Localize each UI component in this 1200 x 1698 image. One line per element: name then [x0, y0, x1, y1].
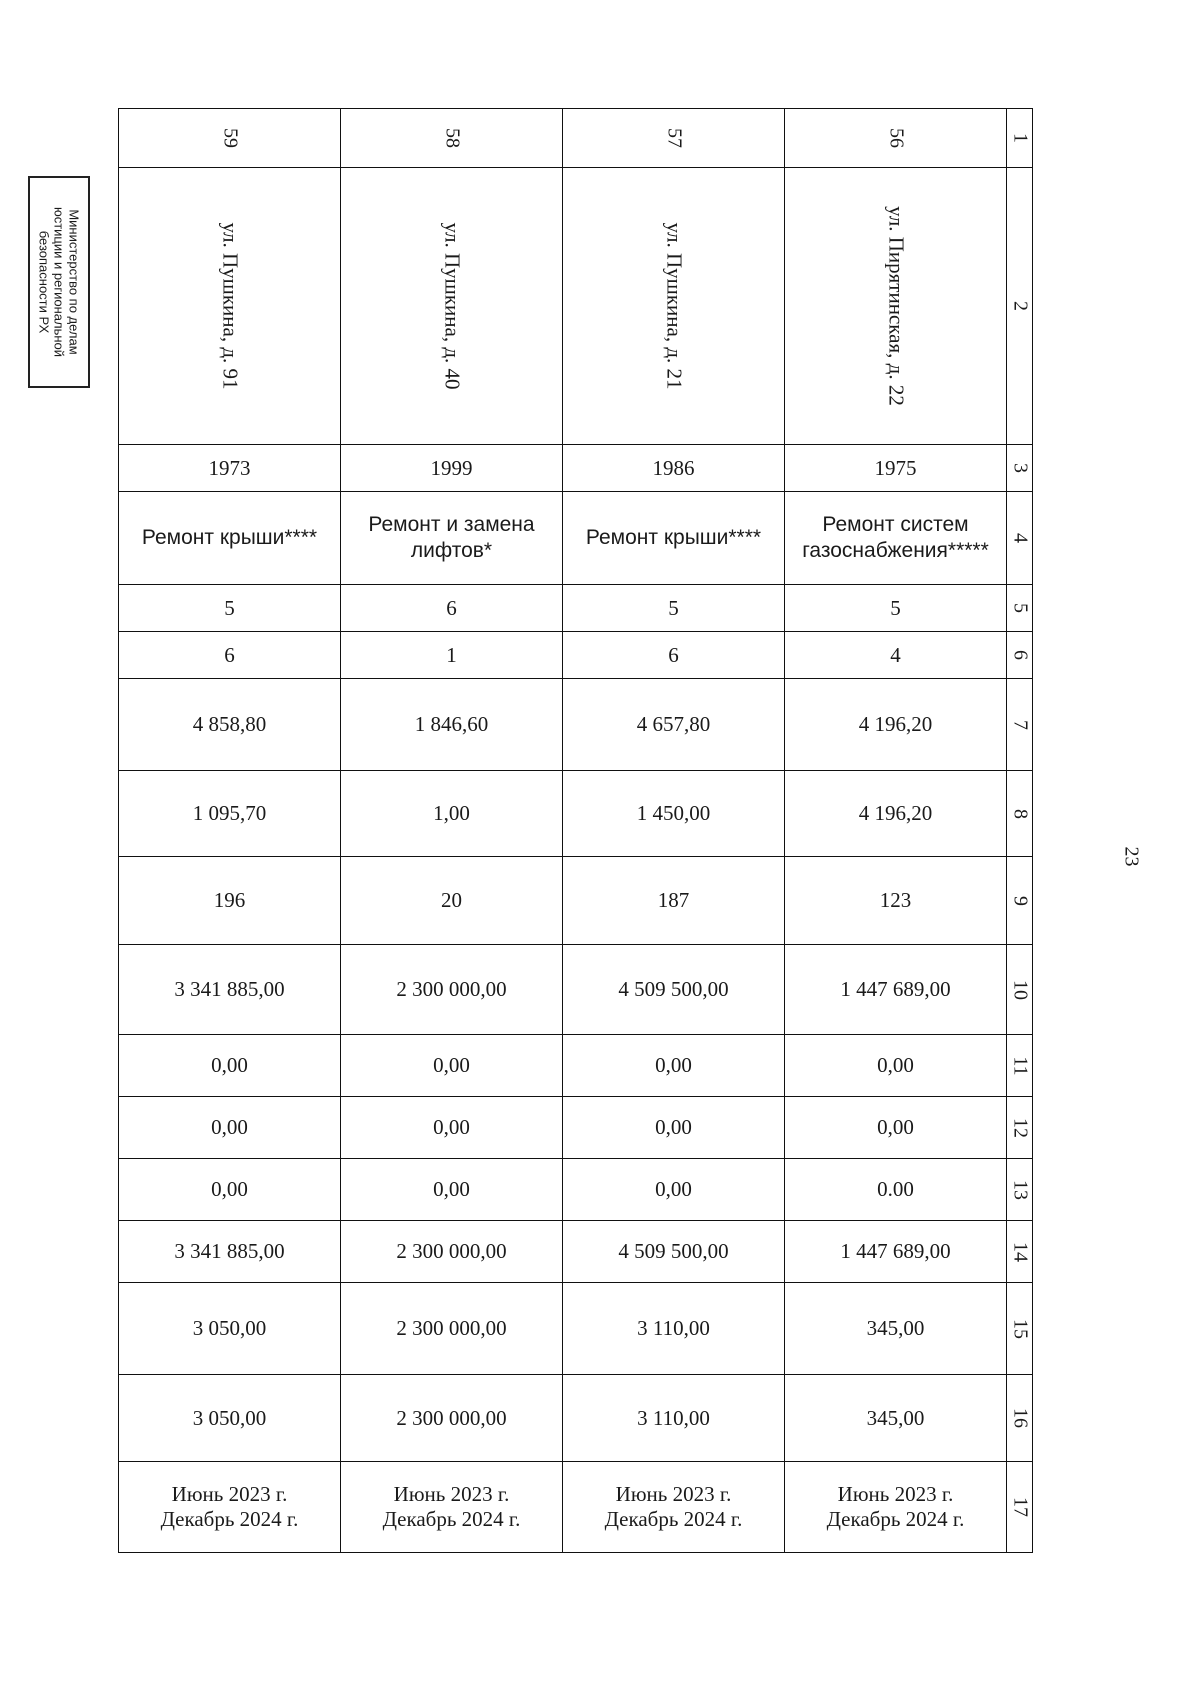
cell-c12: 0,00: [341, 1097, 563, 1159]
column-number: 3: [1007, 445, 1033, 492]
column-number: 8: [1007, 771, 1033, 857]
cell-total-area: 4 858,80: [119, 679, 341, 771]
column-number: 5: [1007, 585, 1033, 632]
cell-work-type: Ремонт крыши****: [119, 492, 341, 585]
period-end: Декабрь 2024 г.: [604, 1507, 743, 1531]
cell-entrances: 4: [785, 632, 1007, 679]
cell-residents: 20: [341, 857, 563, 945]
page-number: 23: [1120, 846, 1143, 867]
cell-year: 1975: [785, 445, 1007, 492]
cell-floors: 6: [341, 585, 563, 632]
cell-entrances: 6: [119, 632, 341, 679]
cell-c13: 0,00: [563, 1159, 785, 1221]
cell-year: 1986: [563, 445, 785, 492]
cell-floors: 5: [119, 585, 341, 632]
cell-period: [341, 1462, 563, 1553]
table-row-floors: [119, 585, 1033, 632]
table-row-c16: [119, 1375, 1033, 1462]
cell-c11: 0,00: [785, 1035, 1007, 1097]
cell-c16: 2 300 000,00: [341, 1375, 563, 1462]
stamp-text: [37, 184, 82, 380]
table-row-c12: [119, 1097, 1033, 1159]
cell-total-area: 4 196,20: [785, 679, 1007, 771]
cell-c13: 0,00: [341, 1159, 563, 1221]
table-row-c11: [119, 1035, 1033, 1097]
cell-c15: 345,00: [785, 1283, 1007, 1375]
cell-work-type: Ремонт крыши****: [563, 492, 785, 585]
cell-work-type: Ремонт и замена лифтов*: [341, 492, 563, 585]
cell-residents: 187: [563, 857, 785, 945]
period-start: Июнь 2023 г.: [615, 1482, 732, 1506]
table-row-work-type: [119, 492, 1033, 585]
table-row-area-2: [119, 771, 1033, 857]
cell-cost-total: 3 341 885,00: [119, 945, 341, 1035]
table-row-total-area: [119, 679, 1033, 771]
cell-id: 58: [341, 109, 563, 168]
table-row-year: [119, 445, 1033, 492]
cell-area-2: 1,00: [341, 771, 563, 857]
cell-c14: 1 447 689,00: [785, 1221, 1007, 1283]
stamp-line: юстиции и региональной: [51, 206, 67, 358]
cell-area-2: 1 095,70: [119, 771, 341, 857]
table-row-period: [119, 1462, 1033, 1553]
cell-area-2: 1 450,00: [563, 771, 785, 857]
column-number: 17: [1007, 1462, 1033, 1553]
cell-c12: 0,00: [119, 1097, 341, 1159]
cell-residents: 196: [119, 857, 341, 945]
table-row-cost-total: [119, 945, 1033, 1035]
cell-total-area: 4 657,80: [563, 679, 785, 771]
column-number: 15: [1007, 1283, 1033, 1375]
column-number: 12: [1007, 1097, 1033, 1159]
column-number: 16: [1007, 1375, 1033, 1462]
cell-c16: 3 050,00: [119, 1375, 341, 1462]
table-row-address: [119, 168, 1033, 445]
cell-area-2: 4 196,20: [785, 771, 1007, 857]
period-end: Декабрь 2024 г.: [382, 1507, 521, 1531]
table-row-id: [119, 109, 1033, 168]
cell-period: [119, 1462, 341, 1553]
column-number: 11: [1007, 1035, 1033, 1097]
cell-entrances: 6: [563, 632, 785, 679]
column-number: 2: [1007, 168, 1033, 445]
registration-stamp: [28, 176, 90, 388]
cell-period: [785, 1462, 1007, 1553]
cell-c15: 3 050,00: [119, 1283, 341, 1375]
cell-c13: 0,00: [119, 1159, 341, 1221]
table-row-entrances: [119, 632, 1033, 679]
column-number: 6: [1007, 632, 1033, 679]
table-row-c15: [119, 1283, 1033, 1375]
cell-period: [563, 1462, 785, 1553]
cell-c11: 0,00: [341, 1035, 563, 1097]
cell-c14: 2 300 000,00: [341, 1221, 563, 1283]
column-number: 4: [1007, 492, 1033, 585]
cell-residents: 123: [785, 857, 1007, 945]
cell-year: 1999: [341, 445, 563, 492]
cell-c16: 3 110,00: [563, 1375, 785, 1462]
table-row-c14: [119, 1221, 1033, 1283]
cell-address: ул. Пушкина, д. 21: [563, 168, 785, 445]
column-number: 13: [1007, 1159, 1033, 1221]
cell-address: ул. Пушкина, д. 40: [341, 168, 563, 445]
cell-c12: 0,00: [563, 1097, 785, 1159]
cell-c14: 4 509 500,00: [563, 1221, 785, 1283]
stamp-line: безопасности РХ: [36, 230, 52, 334]
period-start: Июнь 2023 г.: [837, 1482, 954, 1506]
cell-id: 56: [785, 109, 1007, 168]
column-number: 1: [1007, 109, 1033, 168]
cell-c13: 0.00: [785, 1159, 1007, 1221]
cell-cost-total: 1 447 689,00: [785, 945, 1007, 1035]
period-end: Декабрь 2024 г.: [826, 1507, 965, 1531]
period-start: Июнь 2023 г.: [393, 1482, 510, 1506]
cell-c16: 345,00: [785, 1375, 1007, 1462]
column-number: 7: [1007, 679, 1033, 771]
cell-floors: 5: [563, 585, 785, 632]
cell-floors: 5: [785, 585, 1007, 632]
cell-c15: 2 300 000,00: [341, 1283, 563, 1375]
cell-address: ул. Пушкина, д. 91: [119, 168, 341, 445]
period-start: Июнь 2023 г.: [171, 1482, 288, 1506]
cell-c14: 3 341 885,00: [119, 1221, 341, 1283]
cell-c15: 3 110,00: [563, 1283, 785, 1375]
cell-id: 57: [563, 109, 785, 168]
cell-year: 1973: [119, 445, 341, 492]
cell-c12: 0,00: [785, 1097, 1007, 1159]
period-end: Декабрь 2024 г.: [160, 1507, 299, 1531]
column-number: 10: [1007, 945, 1033, 1035]
cell-c11: 0,00: [563, 1035, 785, 1097]
cell-entrances: 1: [341, 632, 563, 679]
housing-repair-table: [118, 108, 1033, 1553]
cell-c11: 0,00: [119, 1035, 341, 1097]
column-number: 9: [1007, 857, 1033, 945]
stamp-line: Министерство по делам: [66, 209, 82, 355]
table-row-residents: [119, 857, 1033, 945]
cell-total-area: 1 846,60: [341, 679, 563, 771]
table-row-c13: [119, 1159, 1033, 1221]
cell-cost-total: 2 300 000,00: [341, 945, 563, 1035]
cell-id: 59: [119, 109, 341, 168]
column-number: 14: [1007, 1221, 1033, 1283]
cell-address: ул. Пирятинская, д. 22: [785, 168, 1007, 445]
cell-cost-total: 4 509 500,00: [563, 945, 785, 1035]
cell-work-type: Ремонт систем газоснабжения*****: [785, 492, 1007, 585]
